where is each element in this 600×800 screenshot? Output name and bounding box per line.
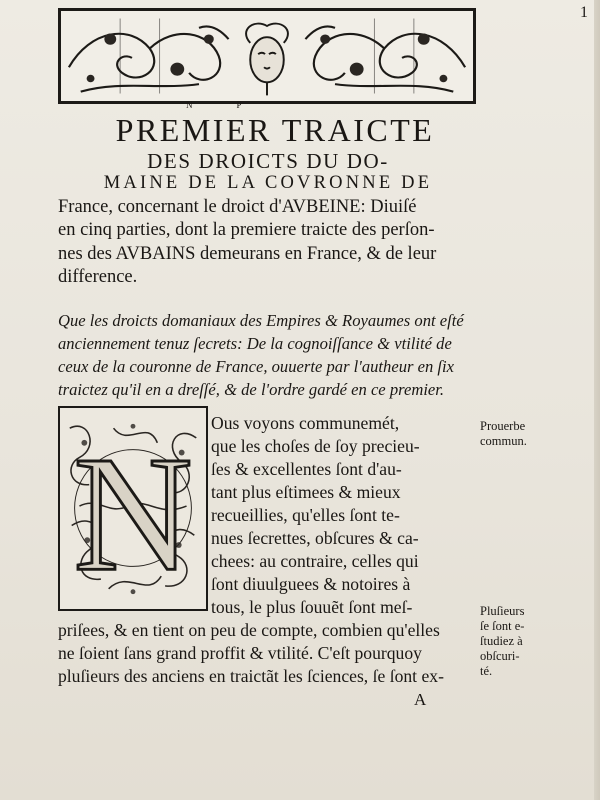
margin-note-line: té. bbox=[480, 664, 493, 678]
initial-letter: N bbox=[73, 422, 193, 606]
title-line: nes des AVBAINS demeurans en France, & de leur bbox=[58, 243, 437, 264]
foliage-mask-headpiece-icon bbox=[61, 11, 473, 101]
body-line: ſont diuulguees & notoires à bbox=[211, 574, 411, 594]
title-line: difference. bbox=[58, 267, 138, 287]
page-number: 1 bbox=[580, 4, 588, 21]
body-line: tant plus eſtimees & mieux bbox=[211, 482, 401, 502]
body-line: pluſieurs des anciens en traictãt les ſciences, ſe ſont ex- bbox=[58, 666, 444, 686]
margin-note-obscurity bbox=[480, 604, 524, 679]
body-line: tous, le plus ſouuẽt ſont meſ- bbox=[211, 597, 413, 617]
margin-note-line: commun. bbox=[480, 434, 527, 448]
page-edge bbox=[594, 0, 600, 800]
signature-mark: A bbox=[414, 690, 427, 709]
margin-note-proverb bbox=[480, 419, 527, 449]
body-line: priſees, & en tient on peu de compte, combien qu'elles bbox=[58, 620, 440, 640]
title-line: France, concernant le droict d'AVBEINE: Diuiſé bbox=[58, 196, 417, 217]
main-title: PREMIER TRAICTE bbox=[115, 112, 435, 148]
margin-note-line: ſtudiez à bbox=[480, 634, 523, 648]
chapter-summary bbox=[58, 309, 478, 401]
margin-note-line: ſe ſont e- bbox=[480, 619, 525, 633]
body-line: que les choſes de ſoy precieu- bbox=[211, 436, 420, 456]
title-line: MAINE DE LA COVRONNE DE bbox=[103, 173, 433, 193]
engraver-mark-left: N bbox=[186, 100, 237, 110]
sub-title: DES DROICTS DU DO- bbox=[147, 149, 389, 173]
body-line: recueillies, qu'elles ſont te- bbox=[211, 505, 400, 525]
margin-note-line: Prouerbe bbox=[480, 419, 526, 433]
body-line: ſes & excellentes ſont d'au- bbox=[211, 459, 402, 479]
headpiece-ornament bbox=[58, 8, 476, 104]
summary-line: traictez qu'il en a dreſſé, & de l'ordre gardé en ce premier. bbox=[58, 380, 445, 399]
margin-note-line: Pluſieurs bbox=[480, 604, 525, 618]
body-line: Ous voyons communemét, bbox=[211, 413, 400, 433]
summary-line: ceux de la couronne de France, ouuerte par l'autheur en ſix bbox=[58, 357, 454, 376]
title-block bbox=[58, 172, 478, 290]
engraver-mark bbox=[186, 100, 286, 110]
body-line: ne ſoient ſans grand proffit & vtilité. C'eſt pourquoy bbox=[58, 643, 422, 663]
body-text bbox=[58, 412, 488, 688]
engraver-mark-right: P bbox=[236, 100, 286, 110]
summary-line: Que les droicts domaniaux des Empires & Royaumes ont eſté bbox=[58, 311, 464, 330]
body-line: chees: au contraire, celles qui bbox=[211, 551, 419, 571]
summary-line: anciennement tenuz ſecrets: De la cognoiſſance & vtilité de bbox=[58, 334, 452, 353]
title-line: en cinq parties, dont la premiere traicte des perſon- bbox=[58, 220, 435, 240]
margin-note-line: obſcuri- bbox=[480, 649, 520, 663]
body-line: nues ſecrettes, obſcures & ca- bbox=[211, 528, 419, 548]
